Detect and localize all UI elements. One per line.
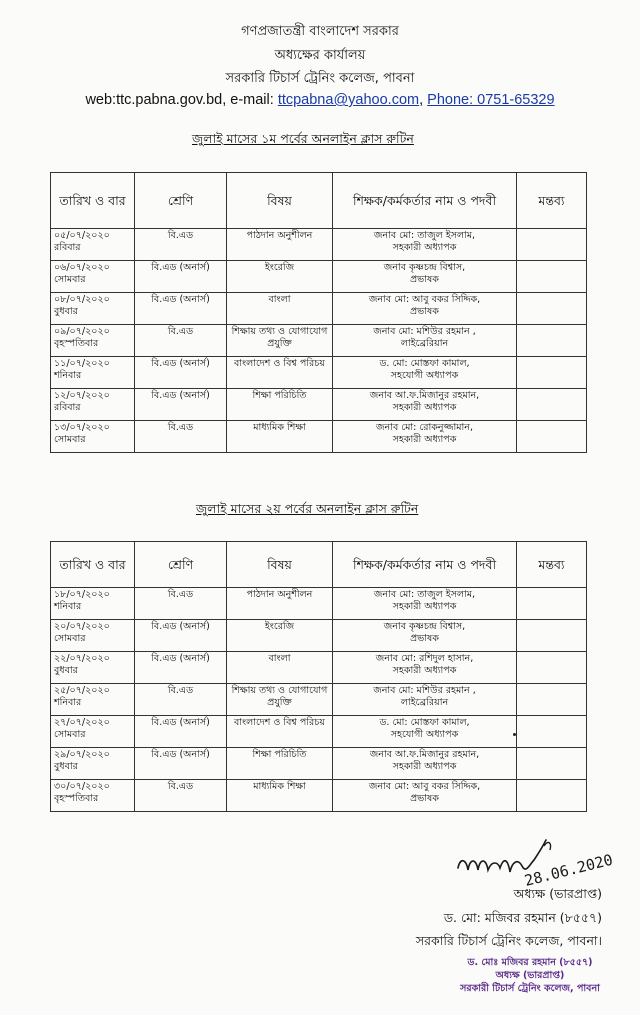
class-cell <box>135 588 227 620</box>
remark-cell <box>517 357 587 389</box>
date-text: ২৭/০৭/২০২০ <box>54 717 110 728</box>
teacher-name: জনাব আ.ফ.মিজানুর রহমান, <box>369 749 480 760</box>
stamp-name: ড. মোঃ মজিবর রহমান (৮৫৫৭) <box>467 957 593 968</box>
government-name: গণপ্রজাতন্ত্রী বাংলাদেশ সরকার <box>241 24 399 39</box>
date-text: ২২/০৭/২০২০ <box>54 653 110 664</box>
routine2-title: জুলাই মাসের ২য় পর্বের অনলাইন ক্লাস রুটিন <box>196 501 419 516</box>
teacher-designation: সহযোগী অধ্যাপক <box>390 370 459 381</box>
date-cell <box>51 229 135 261</box>
class-text: বি.এড <box>167 685 194 696</box>
class-text: বি.এড <box>167 326 194 337</box>
remark-cell <box>517 748 587 780</box>
teacher-designation: সহযোগী অধ্যাপক <box>390 729 459 740</box>
teacher-designation: প্রভাষক <box>410 793 439 804</box>
teacher-name: ড. মো: মোস্তফা কামাল, <box>379 358 470 369</box>
class-cell <box>135 357 227 389</box>
class-text: বি.এড (অনার্স) <box>151 390 210 401</box>
teacher-designation: সহকারী অধ্যাপক <box>392 434 457 445</box>
teacher-name: জনাব কৃষ্ণচন্দ্র বিশ্বাস, <box>383 621 466 632</box>
teacher-designation: প্রভাষক <box>410 633 439 644</box>
stamp-title: অধ্যক্ষ (ভারপ্রাপ্ত) <box>495 970 565 981</box>
signatory-title: অধ্যক্ষ (ভারপ্রাপ্ত) <box>513 886 602 901</box>
remark-cell <box>517 229 587 261</box>
subject-text: মাধ্যমিক শিক্ষা <box>253 422 306 433</box>
col-teacher: শিক্ষক/কর্মকর্তার নাম ও পদবী <box>333 173 517 229</box>
class-cell <box>135 325 227 357</box>
subject-text: ইংরেজি <box>264 621 295 632</box>
table-row <box>51 229 587 261</box>
teacher-cell <box>333 421 517 453</box>
date-cell <box>51 293 135 325</box>
class-cell <box>135 716 227 748</box>
handwritten-date: 28.06.2020 <box>522 850 615 890</box>
remark-cell <box>517 652 587 684</box>
teacher-name: জনাব মো: রোকনুজ্জামান, <box>376 422 473 433</box>
table-row <box>51 620 587 652</box>
routine1-table <box>50 172 587 453</box>
class-cell <box>135 229 227 261</box>
subject-text: শিক্ষায় তথ্য ও যোগাযোগ প্রযুক্তি <box>231 326 328 349</box>
teacher-name: জনাব মো: আবু বকর সিদ্দিক, <box>368 781 481 792</box>
table-row <box>51 357 587 389</box>
remark-cell <box>517 620 587 652</box>
website-text: web:ttc.pabna.gov.bd, e-mail: <box>85 92 278 108</box>
table-row <box>51 684 587 716</box>
day-text: বুধবার <box>54 306 78 317</box>
class-cell <box>135 261 227 293</box>
subject-cell <box>227 652 333 684</box>
date-text: ২৫/০৭/২০২০ <box>54 685 110 696</box>
teacher-name: জনাব আ.ফ.মিজানুর রহমান, <box>369 390 480 401</box>
day-text: সোমবার <box>54 274 86 285</box>
class-cell <box>135 620 227 652</box>
subject-cell <box>227 780 333 812</box>
day-text: শনিবার <box>54 370 82 381</box>
teacher-designation: লাইব্রেরিয়ান <box>400 697 449 708</box>
remark-cell <box>517 261 587 293</box>
teacher-name: জনাব মো: তাজুল ইসলাম, <box>373 230 476 241</box>
class-text: বি.এড (অনার্স) <box>151 294 210 305</box>
class-text: বি.এড <box>167 781 194 792</box>
remark-cell <box>517 325 587 357</box>
teacher-cell <box>333 357 517 389</box>
subject-text: পাঠদান অনুশীলন <box>246 230 313 241</box>
class-text: বি.এড (অনার্স) <box>151 653 210 664</box>
subject-cell <box>227 261 333 293</box>
table-row <box>51 588 587 620</box>
date-cell <box>51 684 135 716</box>
date-text: ৩০/০৭/২০২০ <box>54 781 110 792</box>
teacher-cell <box>333 684 517 716</box>
subject-cell <box>227 748 333 780</box>
teacher-cell <box>333 748 517 780</box>
class-text: বি.এড (অনার্স) <box>151 717 210 728</box>
teacher-cell <box>333 652 517 684</box>
table-row <box>51 293 587 325</box>
teacher-designation: লাইব্রেরিয়ান <box>400 338 449 349</box>
signatory-name: ড. মো: মজিবর রহমান (৮৫৫৭) <box>443 910 602 925</box>
class-text: বি.এড <box>167 422 194 433</box>
subject-cell <box>227 421 333 453</box>
remark-cell <box>517 588 587 620</box>
date-cell <box>51 325 135 357</box>
date-cell <box>51 421 135 453</box>
date-text: ০৯/০৭/২০২০ <box>54 326 110 337</box>
subject-text: শিক্ষায় তথ্য ও যোগাযোগ প্রযুক্তি <box>231 685 328 708</box>
subject-cell <box>227 620 333 652</box>
teacher-name: জনাব মো: রশিদুল হাসান, <box>375 653 474 664</box>
day-text: বুধবার <box>54 761 78 772</box>
col-subject: বিষয় <box>227 542 333 588</box>
subject-text: বাংলাদেশ ও বিশ্ব পরিচয় <box>234 358 325 369</box>
table-row <box>51 261 587 293</box>
remark-cell <box>517 716 587 748</box>
date-cell <box>51 716 135 748</box>
table-row <box>51 652 587 684</box>
col-subject: বিষয় <box>227 173 333 229</box>
routine2-table <box>50 541 587 812</box>
teacher-cell <box>333 261 517 293</box>
class-text: বি.এড <box>167 230 194 241</box>
class-cell <box>135 780 227 812</box>
teacher-name: জনাব মো: তাজুল ইসলাম, <box>373 589 476 600</box>
teacher-designation: সহকারী অধ্যাপক <box>392 402 457 413</box>
date-text: ১৩/০৭/২০২০ <box>54 422 110 433</box>
teacher-designation: প্রভাষক <box>410 306 439 317</box>
phone-link[interactable]: Phone: 0751-65329 <box>427 92 555 108</box>
class-text: বি.এড (অনার্স) <box>151 358 210 369</box>
date-cell <box>51 357 135 389</box>
date-text: ১৮/০৭/২০২০ <box>54 589 110 600</box>
date-text: ০৫/০৭/২০২০ <box>54 230 110 241</box>
subject-text: বাংলা <box>268 294 291 305</box>
teacher-cell <box>333 293 517 325</box>
teacher-cell <box>333 588 517 620</box>
contact-line <box>0 92 640 108</box>
class-cell <box>135 293 227 325</box>
class-cell <box>135 748 227 780</box>
day-text: সোমবার <box>54 434 86 445</box>
remark-cell <box>517 293 587 325</box>
table-row <box>51 780 587 812</box>
table-row <box>51 716 587 748</box>
subject-cell <box>227 229 333 261</box>
class-cell <box>135 421 227 453</box>
class-text: বি.এড <box>167 589 194 600</box>
remark-cell <box>517 684 587 716</box>
col-class: শ্রেণি <box>135 173 227 229</box>
signatory-institution: সরকারি টিচার্স ট্রেনিং কলেজ, পাবনা। <box>415 933 602 948</box>
subject-text: ইংরেজি <box>264 262 295 273</box>
date-text: ০৮/০৭/২০২০ <box>54 294 110 305</box>
col-class: শ্রেণি <box>135 542 227 588</box>
remark-cell <box>517 389 587 421</box>
phone-separator: , <box>419 92 428 108</box>
subject-cell <box>227 357 333 389</box>
email-link[interactable]: ttcpabna@yahoo.com <box>277 92 420 108</box>
subject-cell <box>227 684 333 716</box>
teacher-cell <box>333 716 517 748</box>
college-name: সরকারি টিচার্স ট্রেনিং কলেজ, পাবনা <box>225 71 415 86</box>
teacher-cell <box>333 229 517 261</box>
day-text: সোমবার <box>54 729 86 740</box>
date-cell <box>51 389 135 421</box>
col-teacher: শিক্ষক/কর্মকর্তার নাম ও পদবী <box>333 542 517 588</box>
teacher-designation: সহকারী অধ্যাপক <box>392 601 457 612</box>
col-date-day: তারিখ ও বার <box>51 173 135 229</box>
day-text: রবিবার <box>54 242 81 253</box>
table-row <box>51 325 587 357</box>
subject-cell <box>227 588 333 620</box>
table-row <box>51 748 587 780</box>
class-text: বি.এড (অনার্স) <box>151 749 210 760</box>
date-cell <box>51 748 135 780</box>
subject-text: মাধ্যমিক শিক্ষা <box>253 781 306 792</box>
date-text: ১১/০৭/২০২০ <box>54 358 110 369</box>
teacher-designation: সহকারী অধ্যাপক <box>392 665 457 676</box>
teacher-name: জনাব মো: আবু বকর সিদ্দিক, <box>368 294 481 305</box>
subject-cell <box>227 389 333 421</box>
teacher-cell <box>333 620 517 652</box>
teacher-designation: সহকারী অধ্যাপক <box>392 761 457 772</box>
col-date-day: তারিখ ও বার <box>51 542 135 588</box>
office-name: অধ্যক্ষের কার্যালয় <box>274 48 366 63</box>
class-cell <box>135 389 227 421</box>
teacher-cell <box>333 389 517 421</box>
stamp-institution: সরকারী টিচার্স ট্রেনিং কলেজ, পাবনা <box>460 983 600 994</box>
date-cell <box>51 261 135 293</box>
class-cell <box>135 652 227 684</box>
teacher-designation: প্রভাষক <box>410 274 439 285</box>
date-text: ১২/০৭/২০২০ <box>54 390 110 401</box>
teacher-cell <box>333 325 517 357</box>
remark-cell <box>517 780 587 812</box>
subject-cell <box>227 716 333 748</box>
subject-cell <box>227 325 333 357</box>
subject-text: বাংলা <box>268 653 291 664</box>
subject-text: শিক্ষা পরিচিতি <box>252 749 307 760</box>
ink-dot <box>513 733 516 736</box>
class-text: বি.এড (অনার্স) <box>151 262 210 273</box>
subject-cell <box>227 293 333 325</box>
day-text: শনিবার <box>54 697 82 708</box>
class-text: বি.এড (অনার্স) <box>151 621 210 632</box>
day-text: বৃহস্পতিবার <box>54 338 99 349</box>
teacher-designation: সহকারী অধ্যাপক <box>392 242 457 253</box>
day-text: সোমবার <box>54 633 86 644</box>
routine1-title: জুলাই মাসের ১ম পর্বের অনলাইন ক্লাস রুটিন <box>192 131 414 146</box>
day-text: বুধবার <box>54 665 78 676</box>
day-text: রবিবার <box>54 402 81 413</box>
subject-text: বাংলাদেশ ও বিশ্ব পরিচয় <box>234 717 325 728</box>
class-cell <box>135 684 227 716</box>
date-cell <box>51 652 135 684</box>
teacher-name: জনাব মো: মশিউর রহমান , <box>373 326 476 337</box>
teacher-name: জনাব মো: মশিউর রহমান , <box>373 685 476 696</box>
col-remark: মন্তব্য <box>517 173 587 229</box>
teacher-cell <box>333 780 517 812</box>
date-cell <box>51 780 135 812</box>
date-cell <box>51 588 135 620</box>
table-row <box>51 421 587 453</box>
subject-text: শিক্ষা পরিচিতি <box>252 390 307 401</box>
date-cell <box>51 620 135 652</box>
day-text: শনিবার <box>54 601 82 612</box>
col-remark: মন্তব্য <box>517 542 587 588</box>
date-text: ০৬/০৭/২০২০ <box>54 262 110 273</box>
remark-cell <box>517 421 587 453</box>
day-text: বৃহস্পতিবার <box>54 793 99 804</box>
teacher-name: জনাব কৃষ্ণচন্দ্র বিশ্বাস, <box>383 262 466 273</box>
date-text: ২০/০৭/২০২০ <box>54 621 110 632</box>
table-row <box>51 389 587 421</box>
teacher-name: ড. মো: মোস্তফা কামাল, <box>379 717 470 728</box>
subject-text: পাঠদান অনুশীলন <box>246 589 313 600</box>
date-text: ২৯/০৭/২০২০ <box>54 749 110 760</box>
